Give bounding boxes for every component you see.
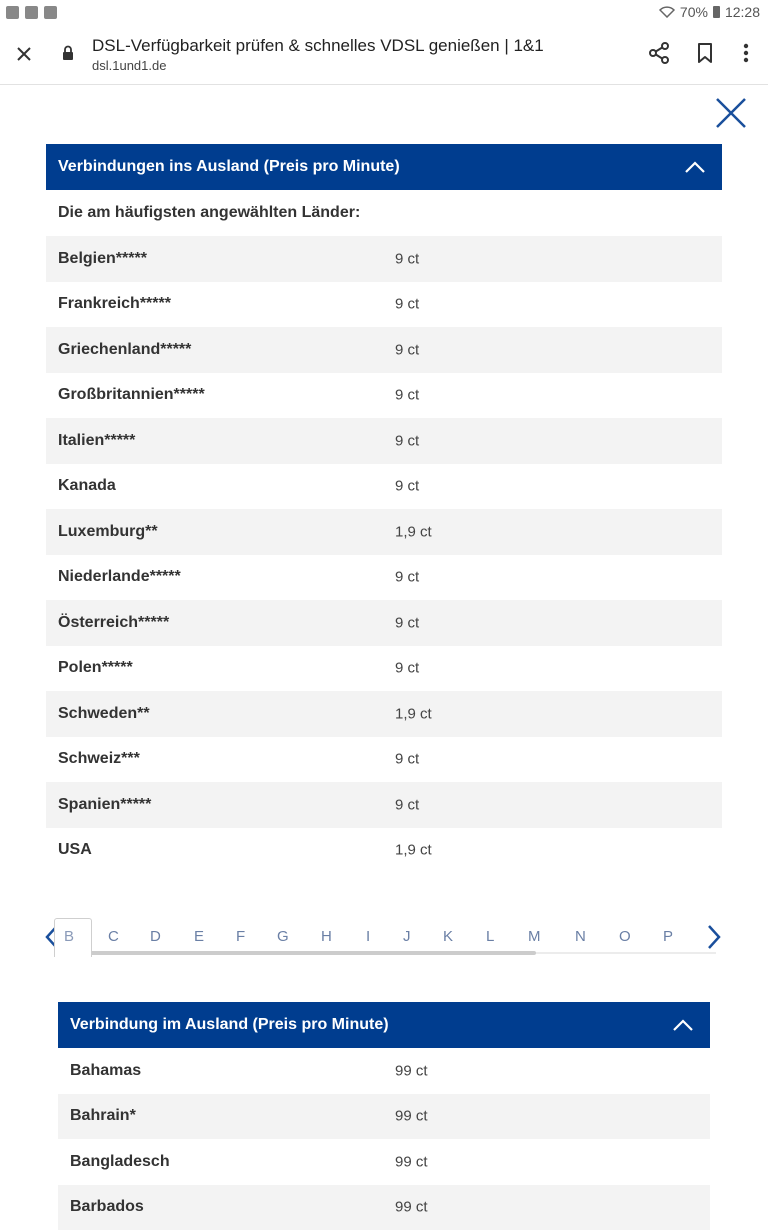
share-icon[interactable] xyxy=(646,40,672,66)
price-value: 9 ct xyxy=(395,751,419,768)
country-name: Bahrain* xyxy=(70,1107,136,1125)
gallery-icon xyxy=(44,6,57,19)
accordion-title: Verbindungen ins Ausland (Preis pro Minute) xyxy=(58,158,400,176)
price-value: 99 ct xyxy=(395,1153,428,1170)
country-name: Luxemburg** xyxy=(58,523,158,541)
alphabet-letter-k[interactable]: K xyxy=(443,928,453,945)
lock-icon xyxy=(62,45,74,61)
table-row xyxy=(46,555,722,601)
accordion-header-roaming-calls[interactable] xyxy=(58,1002,710,1048)
alphabet-letter-b[interactable]: B xyxy=(64,928,74,945)
table-row xyxy=(46,373,722,419)
country-name: Kanada xyxy=(58,477,116,495)
chevron-up-icon xyxy=(672,1018,694,1032)
country-name: Frankreich***** xyxy=(58,295,171,313)
system-status xyxy=(659,4,768,20)
table-row xyxy=(46,782,722,828)
price-value: 9 ct xyxy=(395,387,419,404)
country-name: Griechenland***** xyxy=(58,341,191,359)
table-row xyxy=(58,1048,710,1094)
table-row xyxy=(46,418,722,464)
chevron-right-icon[interactable] xyxy=(706,924,722,950)
flipboard-icon xyxy=(6,6,19,19)
alphabet-letter-o[interactable]: O xyxy=(619,928,631,945)
gallery-icon xyxy=(25,6,38,19)
price-table-b-countries xyxy=(58,1048,710,1230)
wifi-icon xyxy=(659,6,675,18)
alphabet-letter-p[interactable]: P xyxy=(663,928,673,945)
price-value: 1,9 ct xyxy=(395,705,432,722)
price-value: 9 ct xyxy=(395,250,419,267)
price-value: 9 ct xyxy=(395,478,419,495)
table-row xyxy=(46,327,722,373)
country-name: Italien***** xyxy=(58,432,135,450)
close-tab-button[interactable] xyxy=(10,40,38,68)
alphabet-letter-m[interactable]: M xyxy=(528,928,541,945)
price-value: 1,9 ct xyxy=(395,842,432,859)
country-name: Schweiz*** xyxy=(58,750,140,768)
price-value: 9 ct xyxy=(395,341,419,358)
price-table-top-countries xyxy=(46,236,722,873)
browser-toolbar xyxy=(0,24,768,85)
country-name: Spanien***** xyxy=(58,796,151,814)
table-row xyxy=(58,1094,710,1140)
country-name: Barbados xyxy=(70,1198,144,1216)
table-row xyxy=(58,1185,710,1230)
alphabet-letter-n[interactable]: N xyxy=(575,928,586,945)
table-row xyxy=(46,509,722,555)
country-name: Niederlande***** xyxy=(58,568,181,586)
battery-icon xyxy=(713,6,720,18)
price-value: 99 ct xyxy=(395,1062,428,1079)
price-value: 9 ct xyxy=(395,569,419,586)
battery-percent: 70% xyxy=(680,4,708,20)
alphabet-letter-f[interactable]: F xyxy=(236,928,245,945)
price-value: 1,9 ct xyxy=(395,523,432,540)
alphabet-letter-i[interactable]: I xyxy=(366,928,370,945)
table-row xyxy=(46,464,722,510)
table-row xyxy=(58,1139,710,1185)
country-name: Bangladesch xyxy=(70,1153,170,1171)
price-value: 9 ct xyxy=(395,660,419,677)
alphabet-letter-l[interactable]: L xyxy=(486,928,494,945)
alphabet-letter-e[interactable]: E xyxy=(194,928,204,945)
table-row xyxy=(46,282,722,328)
country-name: Bahamas xyxy=(70,1062,141,1080)
alphabet-letter-c[interactable]: C xyxy=(108,928,119,945)
status-bar xyxy=(0,0,768,24)
notification-icons xyxy=(0,6,57,19)
chevron-up-icon xyxy=(684,160,706,174)
price-value: 9 ct xyxy=(395,296,419,313)
country-name: Polen***** xyxy=(58,659,133,677)
alphabet-nav xyxy=(40,916,730,960)
table-row xyxy=(46,737,722,783)
alphabet-scrollbar[interactable] xyxy=(76,951,536,955)
table-row xyxy=(46,691,722,737)
alphabet-letter-h[interactable]: H xyxy=(321,928,332,945)
table-row xyxy=(46,600,722,646)
alphabet-letter-j[interactable]: J xyxy=(403,928,411,945)
price-value: 9 ct xyxy=(395,432,419,449)
table-row xyxy=(46,646,722,692)
alphabet-letter-g[interactable]: G xyxy=(277,928,289,945)
country-name: USA xyxy=(58,841,92,859)
page-url[interactable]: dsl.1und1.de xyxy=(92,58,166,73)
price-value: 99 ct xyxy=(395,1108,428,1125)
price-value: 9 ct xyxy=(395,614,419,631)
accordion-header-international-calls[interactable] xyxy=(46,144,722,190)
country-name: Schweden** xyxy=(58,705,150,723)
section-subheading: Die am häufigsten angewählten Länder: xyxy=(58,204,360,222)
alphabet-letter-d[interactable]: D xyxy=(150,928,161,945)
accordion-title: Verbindung im Ausland (Preis pro Minute) xyxy=(70,1016,389,1034)
table-row xyxy=(46,236,722,282)
country-name: Großbritannien***** xyxy=(58,386,205,404)
page-title: DSL-Verfügbarkeit prüfen & schnelles VDSL genießen | 1&1 xyxy=(92,36,544,56)
bookmark-icon[interactable] xyxy=(692,40,718,66)
modal-close-icon[interactable] xyxy=(712,94,750,132)
clock: 12:28 xyxy=(725,4,760,20)
price-value: 99 ct xyxy=(395,1199,428,1216)
close-icon xyxy=(16,46,32,62)
country-name: Belgien***** xyxy=(58,250,147,268)
price-value: 9 ct xyxy=(395,796,419,813)
country-name: Österreich***** xyxy=(58,614,169,632)
more-options-icon[interactable] xyxy=(734,40,758,66)
table-row xyxy=(46,828,722,874)
